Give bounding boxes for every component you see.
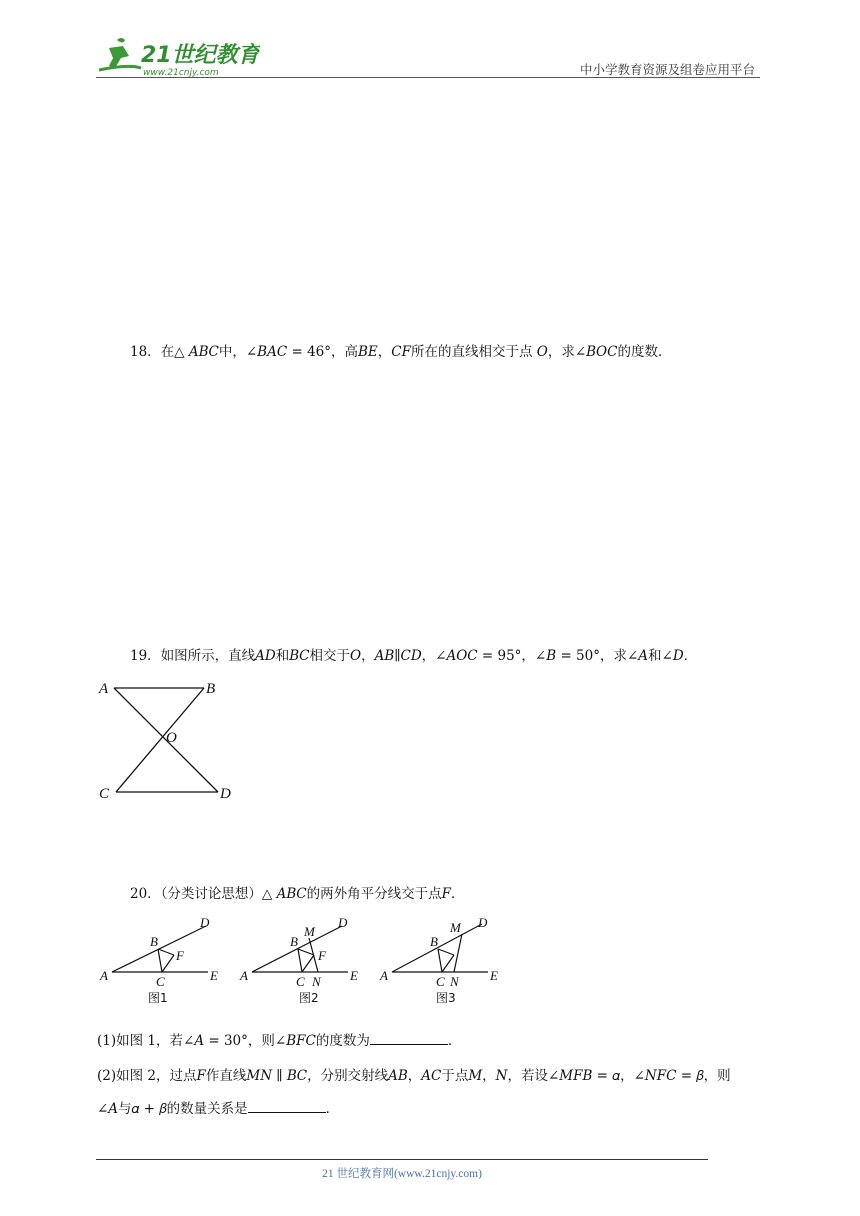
question-20-part-2-line-2: ∠𝐴与𝛼 + 𝛽的数量关系是 ． bbox=[97, 1098, 339, 1119]
question-19 bbox=[130, 646, 697, 666]
caption-figure-3: 图3 bbox=[436, 991, 456, 1005]
header-divider bbox=[96, 77, 760, 78]
label-C: C bbox=[99, 786, 110, 802]
runner-logo-icon bbox=[95, 34, 260, 79]
header-platform-text: 中小学教育资源及组卷应用平台 bbox=[579, 62, 755, 77]
svg-text:D: D bbox=[338, 915, 348, 930]
logo-url: www.21cnjy.com bbox=[143, 68, 219, 78]
figure-q20 bbox=[96, 912, 516, 1012]
svg-text:C: C bbox=[296, 974, 305, 989]
figure-3 bbox=[379, 915, 498, 1005]
label-D: D bbox=[220, 786, 231, 802]
svg-text:M: M bbox=[450, 920, 461, 935]
svg-text:M: M bbox=[304, 924, 315, 939]
svg-text:F: F bbox=[318, 948, 326, 963]
answer-blank-2[interactable] bbox=[248, 1098, 326, 1113]
question-20-part-2-line-1: (2)如图 2，过点𝐹作直线𝑀𝑁 ∥ 𝐵𝐶，分别交射线𝐴𝐵，𝐴𝐶于点𝑀，𝑁，若设∠𝑀𝐹𝐵 = 𝛼，∠𝑁𝐹𝐶 = 𝛽，则 bbox=[97, 1068, 731, 1084]
svg-text:A: A bbox=[100, 968, 108, 983]
question-text: （分类讨论思想）△ 𝐴𝐵𝐶的两外角平分线交于点𝐹． bbox=[160, 886, 465, 902]
figure-2 bbox=[239, 915, 358, 1005]
label-O: O bbox=[166, 730, 177, 746]
footer-divider bbox=[96, 1159, 708, 1160]
question-20-part-1: (1)如图 1，若∠𝐴 = 30°，则∠𝐵𝐹𝐶的度数为 ． bbox=[97, 1030, 461, 1051]
svg-text:B: B bbox=[290, 934, 298, 949]
svg-text:B: B bbox=[150, 934, 158, 949]
question-number: 18． bbox=[130, 344, 161, 360]
question-20 bbox=[130, 884, 464, 904]
answer-blank-1[interactable] bbox=[370, 1030, 448, 1045]
svg-text:E: E bbox=[350, 968, 358, 983]
label-A: A bbox=[99, 681, 109, 697]
svg-text:A: A bbox=[240, 968, 248, 983]
svg-text:N: N bbox=[312, 974, 321, 989]
label-B: B bbox=[206, 681, 216, 697]
svg-text:F: F bbox=[176, 948, 184, 963]
svg-text:D: D bbox=[200, 915, 210, 930]
figure-q19 bbox=[96, 676, 246, 806]
question-number: 19． bbox=[130, 648, 161, 664]
svg-text:E: E bbox=[210, 968, 218, 983]
svg-text:N: N bbox=[450, 974, 459, 989]
svg-text:C: C bbox=[436, 974, 445, 989]
svg-text:B: B bbox=[430, 934, 438, 949]
footer-link[interactable]: 21 世纪教育网(www.21cnjy.com) bbox=[322, 1168, 482, 1180]
figure-1 bbox=[99, 915, 218, 1005]
question-18 bbox=[130, 342, 671, 362]
svg-text:C: C bbox=[156, 974, 165, 989]
site-logo bbox=[95, 34, 260, 79]
caption-figure-2: 图2 bbox=[299, 991, 319, 1005]
logo-text: 21世纪教育 bbox=[141, 43, 260, 68]
caption-figure-1: 图1 bbox=[148, 991, 168, 1005]
svg-text:E: E bbox=[490, 968, 498, 983]
question-text: 如图所示，直线𝐴𝐷和𝐵𝐶相交于𝑂，𝐴𝐵∥𝐶𝐷，∠𝐴𝑂𝐶 = 95°，∠𝐵 = 50°，求∠𝐴和∠𝐷． bbox=[160, 648, 698, 664]
svg-text:A: A bbox=[380, 968, 388, 983]
question-text: 在△ 𝐴𝐵𝐶中，∠𝐵𝐴𝐶 = 46°，高𝐵𝐸，𝐶𝐹所在的直线相交于点 𝑂，求∠𝐵𝑂𝐶的度数． bbox=[160, 344, 672, 360]
svg-text:D: D bbox=[478, 915, 488, 930]
question-number: 20． bbox=[130, 886, 161, 902]
